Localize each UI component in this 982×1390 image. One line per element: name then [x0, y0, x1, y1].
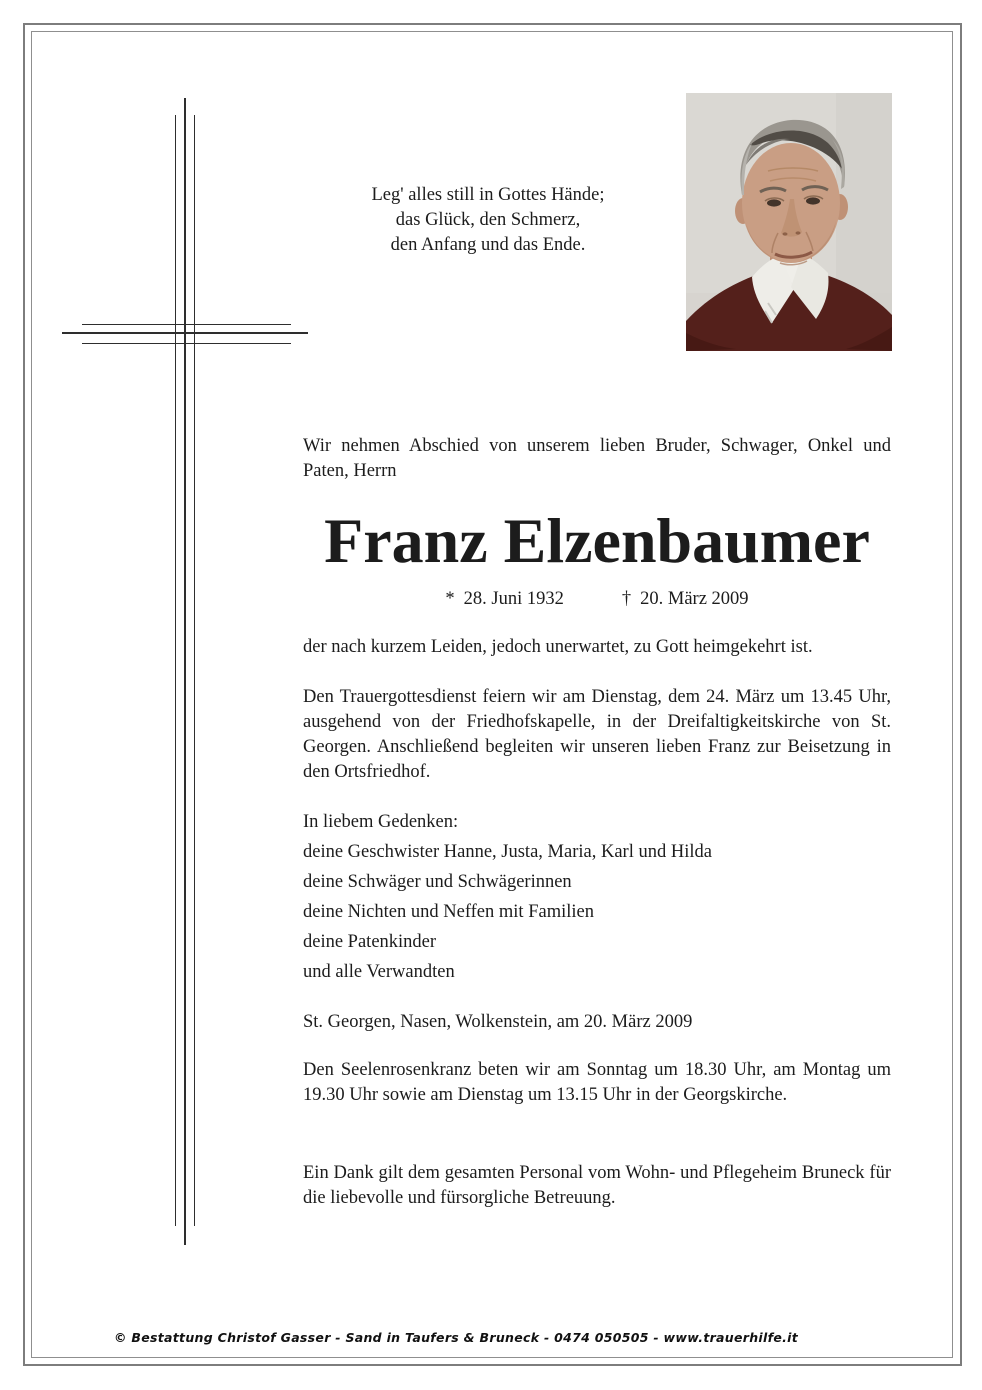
service-paragraph: Den Trauergottesdienst feiern wir am Dienstag, dem 24. März um 13.45 Uhr, ausgehend von der Friedhofskapelle, in der Dreifaltigkeitskirche von St. Georgen. Anschließend begleiten wir unseren lieben Franz zur Beisetzung in den Ortsfriedhof.	[303, 687, 891, 782]
cross-vertical-right-line	[194, 115, 195, 1226]
cross-vertical-center-line	[184, 98, 186, 1245]
footer-text: © Bestattung Christof Gasser - Sand in Taufers & Bruneck - 0474 050505 - www.trauerhilfe.it	[113, 1330, 799, 1345]
cross-vertical-left-line	[175, 115, 176, 1226]
verse-line: den Anfang und das Ende.	[390, 235, 586, 255]
cross-horizontal-top-line	[82, 324, 291, 325]
verse-line: das Glück, den Schmerz,	[395, 210, 581, 230]
remembrance-title: In liebem Gedenken:	[303, 812, 459, 832]
thanks-paragraph: Ein Dank gilt dem gesamten Personal vom Wohn- und Pflegeheim Bruneck für die liebevolle und fürsorgliche Betreuung.	[303, 1163, 891, 1208]
remembrance-line: deine Nichten und Neffen mit Familien	[303, 902, 594, 922]
death-date: 20. März 2009	[640, 589, 749, 609]
cross-horizontal-center-line	[62, 332, 308, 334]
birth-date: 28. Juni 1932	[463, 589, 564, 609]
remembrance-line: und alle Verwandten	[303, 962, 455, 982]
intro-text: Wir nehmen Abschied von unserem lieben Bruder, Schwager, Onkel und Paten, Herrn	[303, 436, 891, 481]
death-date-group	[622, 587, 749, 612]
rosary-paragraph: Den Seelenrosenkranz beten wir am Sonntag um 18.30 Uhr, am Montag um 19.30 Uhr sowie am Dienstag um 13.15 Uhr in der Georgskirche.	[303, 1060, 891, 1105]
portrait-photo-image	[686, 93, 892, 351]
birth-star-symbol: *	[445, 589, 455, 609]
opening-verse	[303, 183, 673, 258]
birth-date-group	[445, 587, 563, 612]
life-dates	[303, 587, 891, 612]
remembrance-line: deine Geschwister Hanne, Justa, Maria, Karl und Hilda	[303, 842, 712, 862]
cross-horizontal-bottom-line	[82, 343, 291, 344]
remembrance-line: deine Schwäger und Schwägerinnen	[303, 872, 572, 892]
portrait-photo	[686, 93, 892, 351]
remembrance-section	[303, 807, 891, 987]
deceased-name: Franz Elzenbaumer	[324, 505, 870, 576]
remembrance-line: deine Patenkinder	[303, 932, 437, 952]
passing-text: der nach kurzem Leiden, jedoch unerwartet, zu Gott heimgekehrt ist.	[303, 637, 813, 657]
place-date: St. Georgen, Nasen, Wolkenstein, am 20. März 2009	[303, 1012, 693, 1032]
death-dagger-symbol: †	[621, 589, 632, 609]
verse-line: Leg' alles still in Gottes Hände;	[371, 185, 605, 205]
